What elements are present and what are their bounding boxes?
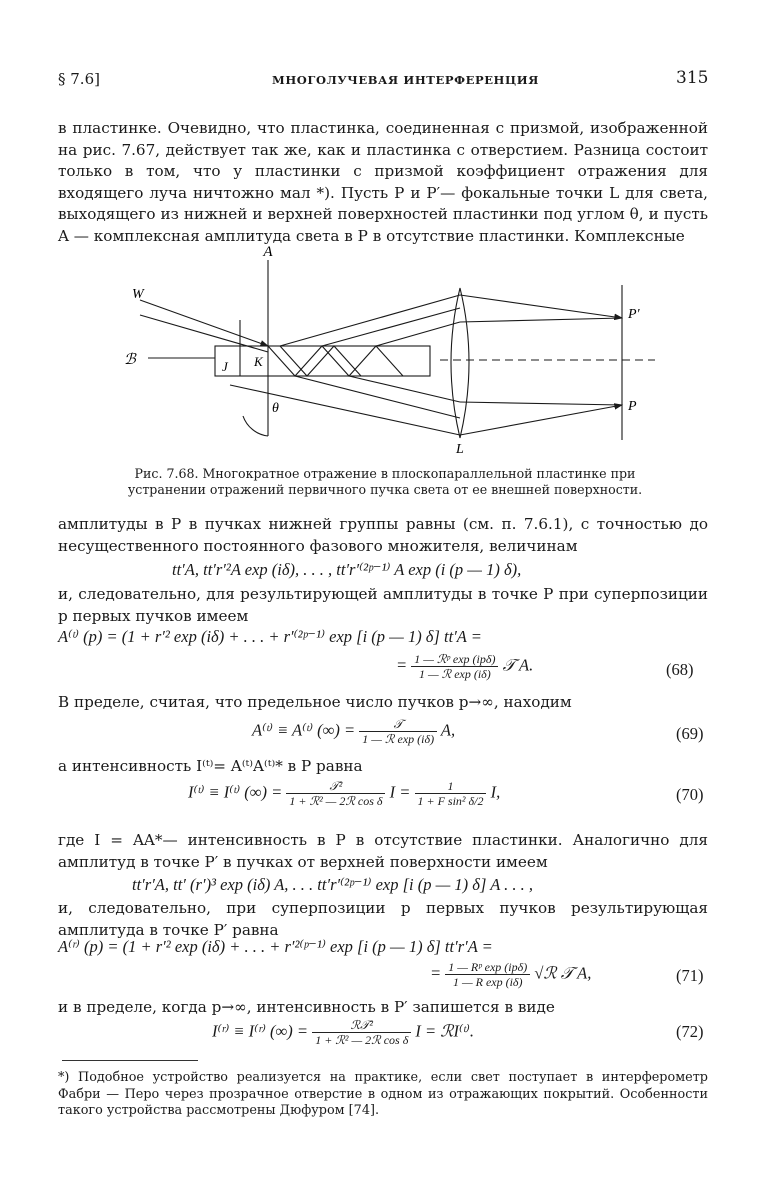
eq70-rhs: I,	[490, 782, 501, 802]
label-w: W	[132, 287, 144, 302]
equation-68-line2	[396, 652, 533, 681]
label-l: L	[456, 442, 464, 457]
eq71-numerator: 1 — Rᵖ exp (ipδ)	[445, 960, 530, 975]
eq69-numerator: 𝒯	[359, 717, 437, 732]
eq70-fraction-1	[286, 779, 385, 808]
footnote: *) Подобное устройство реализуется на практике, если свет поступает в интерферометр Фабри — Перо через прозрачное отверстие в одном из отражающих покрытий. Особенности такого устройства рассмотрены Дюфуром [74].	[58, 1070, 708, 1118]
footnote-rule	[62, 1060, 198, 1061]
eq70-denominator-1: 1 + ℛ² — 2ℛ cos δ	[289, 794, 383, 808]
eq69-number: (69)	[676, 724, 704, 743]
eq69-denominator: 1 — ℛ exp (iδ)	[362, 732, 435, 746]
incoming-ray-1	[140, 300, 268, 346]
eq72-lhs: I⁽ʳ⁾ ≡ I⁽ʳ⁾ (∞) =	[212, 1021, 309, 1041]
running-title: МНОГОЛУЧЕВАЯ ИНТЕРФЕРЕНЦИЯ	[272, 73, 539, 87]
eq70-fraction-2	[415, 779, 487, 808]
label-a: A	[263, 244, 273, 260]
eq68-fraction	[411, 652, 498, 681]
eq71-rhs: √ℛ 𝒯 A,	[534, 963, 592, 983]
equation-69	[252, 717, 455, 746]
eq72-numerator: ℛ𝒯²	[312, 1018, 411, 1033]
lower-ray-1	[230, 385, 460, 435]
label-k: K	[254, 354, 263, 369]
label-theta: θ	[272, 401, 279, 416]
lower-focus-1	[460, 405, 622, 435]
eq69-fraction	[359, 717, 437, 746]
eq71-fraction	[445, 960, 530, 989]
eq70-denominator-2: 1 + F sin² δ/2	[417, 794, 484, 808]
paragraph-7: и, следовательно, при суперпозиции p первых пучков результирующая амплитуда в точке P′ равна	[58, 899, 708, 939]
upper-ray-2	[322, 308, 460, 346]
eq68-numerator: 1 — ℛᵖ exp (ipδ)	[411, 652, 498, 667]
eq69-rhs: A,	[440, 720, 456, 740]
eq71-denominator: 1 — R exp (iδ)	[452, 975, 523, 989]
upper-focus-2	[460, 318, 622, 322]
label-p: P	[628, 399, 637, 414]
label-b: ℬ	[124, 352, 136, 368]
equation-70	[188, 779, 500, 808]
eq70-number: (70)	[676, 785, 704, 804]
eq68-rhs: 𝒯 A.	[502, 655, 534, 675]
label-j: J	[222, 359, 228, 374]
paragraph-4: В пределе, считая, что предельное число пучков p→∞, находим	[58, 693, 572, 711]
eq72-fraction	[312, 1018, 411, 1047]
eq70-numerator-1: 𝒯²	[286, 779, 385, 794]
figure-diagram	[110, 240, 670, 462]
upper-ray-1	[280, 295, 460, 346]
paragraph-8: и в пределе, когда p→∞, интенсивность в P′ запишется в виде	[58, 998, 555, 1016]
eq72-rhs: I = ℛI⁽ᵗ⁾.	[415, 1021, 474, 1041]
equation-72	[212, 1018, 474, 1047]
equation-71-line2	[430, 960, 591, 989]
lens	[451, 288, 469, 438]
upper-ray-3	[376, 322, 460, 346]
section-marker: § 7.6]	[58, 70, 100, 88]
eq68-equals: =	[396, 655, 408, 675]
paragraph-5: а интенсивность I⁽ᵗ⁾= A⁽ᵗ⁾A⁽ᵗ⁾* в P равна	[58, 757, 363, 775]
paragraph-6: где I = AA*— интенсивность в P в отсутствие пластинки. Аналогично для амплитуд в точке P′ в пучках от верхней поверхности имеем	[58, 831, 708, 871]
equation-amplitudes-2: tt′r′A, tt′ (r′)³ exp (iδ) A, . . . tt′r′⁽²ᵖ⁻¹⁾ exp [i (p — 1) δ] A . . . ,	[132, 875, 533, 894]
eq70-numerator-2: 1	[415, 779, 487, 794]
upper-focus-1	[460, 295, 622, 318]
eq68-denominator: 1 — ℛ exp (iδ)	[418, 667, 491, 681]
page-number: 315	[676, 68, 709, 88]
equation-amplitudes: tt′A, tt′r′²A exp (iδ), . . . , tt′r′⁽²ᵖ⁻¹⁾ A exp (i (p — 1) δ),	[172, 560, 522, 579]
equation-68-line1: A⁽ᵗ⁾ (p) = (1 + r′² exp (iδ) + . . . + r′⁽²ᵖ⁻¹⁾ exp [i (p — 1) δ] tt′A =	[58, 627, 482, 646]
eq70-mid: I =	[389, 782, 411, 802]
eq71-equals: =	[430, 963, 442, 983]
eq70-lhs: I⁽ᵗ⁾ ≡ I⁽ᵗ⁾ (∞) =	[188, 782, 283, 802]
lower-ray-3	[349, 376, 460, 402]
zigzag-2	[280, 346, 361, 376]
eq71-number: (71)	[676, 966, 704, 985]
equation-71-line1: A⁽ʳ⁾ (p) = (1 + r′² exp (iδ) + . . . + r′²⁽ᵖ⁻¹⁾ exp [i (p — 1) δ] tt′r′A =	[58, 937, 493, 956]
eq72-denominator: 1 + ℛ² — 2ℛ cos δ	[315, 1033, 409, 1047]
lower-focus-2	[460, 402, 622, 405]
label-p-prime: P′	[628, 307, 640, 322]
zigzag-1	[268, 346, 403, 376]
eq72-number: (72)	[676, 1022, 704, 1041]
eq68-number: (68)	[666, 660, 694, 679]
intro-paragraph: в пластинке. Очевидно, что пластинка, соединенная с призмой, изображенной на рис. 7.67, действует так же, как и пластинка с отверстием. Разница состоит только в том, что у пластинки с призмой коэффициент отражения для входящего луча ничтожно мал *). Пусть P и P′— фокальные точки L для света, выходящего из нижней и верхней поверхностей пластинки под углом θ, и пусть A — комплексная амплитуда света в P в отсутствие пластинки. Комплексные	[58, 119, 708, 245]
incoming-ray-2	[140, 315, 268, 352]
paragraph-2: амплитуды в P в пучках нижней группы равны (см. п. 7.6.1), с точностью до несущественного постоянного фазового множителя, величинам	[58, 515, 708, 555]
plate-body	[215, 346, 430, 376]
theta-arc	[243, 416, 268, 436]
paragraph-3: и, следовательно, для результирующей амплитуды в точке P при суперпозиции p первых пучков имеем	[58, 585, 708, 625]
eq69-lhs: A⁽ᵗ⁾ ≡ A⁽ᵗ⁾ (∞) =	[252, 720, 356, 740]
figure-caption: Рис. 7.68. Многократное отражение в плоскопараллельной пластинке при устранении отражений первичного пучка света от ее внешней поверхности.	[127, 466, 643, 497]
